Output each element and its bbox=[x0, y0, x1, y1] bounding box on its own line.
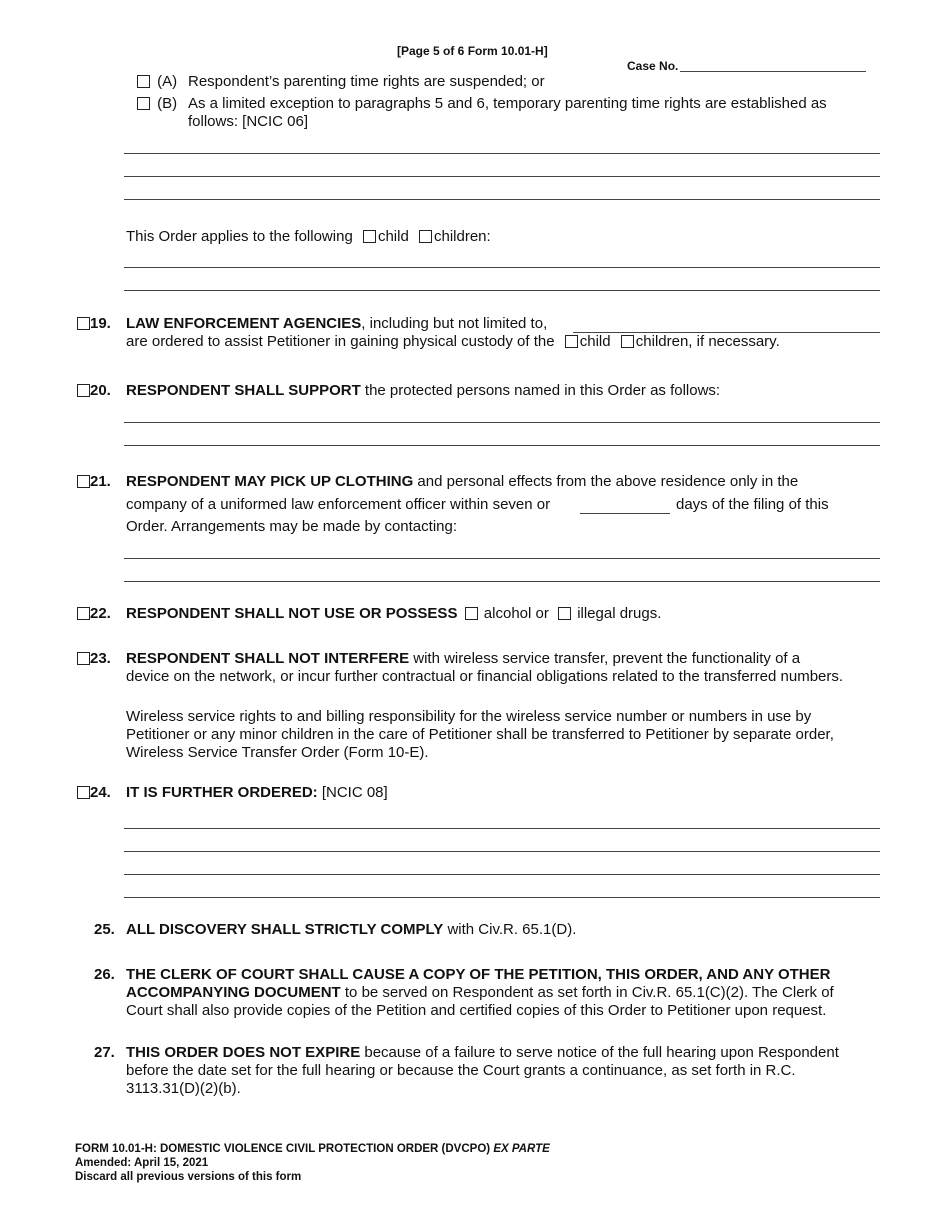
item21-line1 bbox=[126, 473, 798, 491]
item24-num: 24. bbox=[90, 784, 111, 801]
item23-text-1: with wireless service transfer, prevent the functionality of a bbox=[409, 650, 801, 667]
item19-children-checkbox[interactable] bbox=[621, 335, 634, 348]
alcohol-label: alcohol or bbox=[483, 605, 549, 622]
item21-text-3: Order. Arrangements may be made by contacting: bbox=[126, 518, 458, 535]
footer-form-title bbox=[75, 1142, 550, 1156]
item19-line1 bbox=[126, 315, 547, 333]
option-a-checkbox[interactable] bbox=[137, 75, 150, 88]
item21-blank-line[interactable] bbox=[124, 581, 880, 582]
applies-text: This Order applies to the following bbox=[126, 228, 353, 245]
item21-text-1: and personal effects from the above residence only in the bbox=[413, 473, 799, 490]
item22-line bbox=[126, 605, 661, 623]
option-b bbox=[137, 95, 177, 113]
item19-children-label: children, if necessary. bbox=[635, 333, 780, 350]
applies-child-checkbox[interactable] bbox=[363, 230, 376, 243]
item19-text-2: are ordered to assist Petitioner in gaining physical custody of the bbox=[126, 333, 555, 350]
item21-text-2a: company of a uniformed law enforcement officer within seven or bbox=[126, 496, 551, 513]
applies-row bbox=[126, 228, 491, 246]
item19-line2 bbox=[126, 333, 780, 351]
parenting-blank-line[interactable] bbox=[124, 199, 880, 200]
item21-text-2b: days of the filing of this bbox=[676, 496, 829, 513]
item27-text-2: before the date set for the full hearing or because the Court grants a continuance, as set forth in R.C. bbox=[126, 1062, 796, 1079]
item20-blank-line[interactable] bbox=[124, 445, 880, 446]
item23-num: 23. bbox=[90, 650, 111, 667]
item23-checkbox[interactable] bbox=[77, 652, 90, 665]
item23-text-2: device on the network, or incur further contractual or financial obligations related to the transferred numbers. bbox=[126, 668, 844, 685]
item19-number bbox=[77, 315, 111, 333]
item26-text-3: Court shall also provide copies of the Petition and certified copies of this Order to Petitioner upon request. bbox=[126, 1002, 827, 1019]
item20-num: 20. bbox=[90, 382, 111, 399]
item22-number bbox=[77, 605, 111, 623]
item25-text: with Civ.R. 65.1(D). bbox=[443, 921, 577, 938]
item27-num: 27. bbox=[94, 1044, 115, 1061]
item27-title: THIS ORDER DOES NOT EXPIRE bbox=[126, 1044, 361, 1061]
item26-line2 bbox=[126, 984, 834, 1002]
applies-children-checkbox[interactable] bbox=[419, 230, 432, 243]
option-a-text: Respondent’s parenting time rights are suspended; or bbox=[188, 73, 545, 90]
item23-number bbox=[77, 650, 111, 668]
item19-checkbox[interactable] bbox=[77, 317, 90, 330]
item21-days-field[interactable] bbox=[580, 513, 670, 514]
item27-line1 bbox=[126, 1044, 839, 1062]
option-b-text-2: follows: [NCIC 06] bbox=[188, 113, 309, 130]
item19-child-checkbox[interactable] bbox=[565, 335, 578, 348]
option-b-label: (B) bbox=[157, 95, 178, 112]
item24-blank-line[interactable] bbox=[124, 897, 880, 898]
parenting-blank-line[interactable] bbox=[124, 176, 880, 177]
item22-checkbox[interactable] bbox=[77, 607, 90, 620]
case-no-field[interactable] bbox=[680, 71, 866, 72]
item23-para-3: Wireless Service Transfer Order (Form 10-E). bbox=[126, 744, 429, 761]
item23-para-2: Petitioner or any minor children in the care of Petitioner shall be transferred to Petitioner by separate order, bbox=[126, 726, 834, 743]
footer-amended: Amended: April 15, 2021 bbox=[75, 1157, 209, 1169]
footer-title-italic: EX PARTE bbox=[493, 1143, 550, 1155]
item20-number bbox=[77, 382, 111, 400]
item24-blank-line[interactable] bbox=[124, 851, 880, 852]
item20-line bbox=[126, 382, 720, 400]
item20-blank-line[interactable] bbox=[124, 422, 880, 423]
item24-checkbox[interactable] bbox=[77, 786, 90, 799]
item23-title: RESPONDENT SHALL NOT INTERFERE bbox=[126, 650, 410, 667]
applies-children-label: children: bbox=[433, 228, 491, 245]
drugs-label: illegal drugs. bbox=[577, 605, 662, 622]
option-a bbox=[137, 73, 177, 91]
item26-title-1: THE CLERK OF COURT SHALL CAUSE A COPY OF THE PETITION, THIS ORDER, AND ANY OTHER bbox=[126, 966, 831, 983]
applies-child-label: child bbox=[377, 228, 409, 245]
option-b-text-1: As a limited exception to paragraphs 5 and 6, temporary parenting time rights are established as bbox=[188, 95, 827, 112]
item22-num: 22. bbox=[90, 605, 111, 622]
item25-num: 25. bbox=[94, 921, 115, 938]
item19-title: LAW ENFORCEMENT AGENCIES bbox=[126, 315, 362, 332]
item21-title: RESPONDENT MAY PICK UP CLOTHING bbox=[126, 473, 414, 490]
children-blank-line[interactable] bbox=[124, 290, 880, 291]
item20-title: RESPONDENT SHALL SUPPORT bbox=[126, 382, 361, 399]
page-label: [Page 5 of 6 Form 10.01-H] bbox=[397, 44, 548, 58]
option-b-checkbox[interactable] bbox=[137, 97, 150, 110]
item24-blank-line[interactable] bbox=[124, 874, 880, 875]
case-no-label: Case No. bbox=[627, 59, 679, 73]
children-blank-line[interactable] bbox=[124, 267, 880, 268]
item26-title-2: ACCOMPANYING DOCUMENT bbox=[126, 984, 341, 1001]
item22-title: RESPONDENT SHALL NOT USE OR POSSESS bbox=[126, 605, 458, 622]
item27-text-3: 3113.31(D)(2)(b). bbox=[126, 1080, 241, 1097]
item20-checkbox[interactable] bbox=[77, 384, 90, 397]
item21-num: 21. bbox=[90, 473, 111, 490]
item25-line bbox=[126, 921, 576, 939]
alcohol-checkbox[interactable] bbox=[465, 607, 478, 620]
item21-checkbox[interactable] bbox=[77, 475, 90, 488]
item24-text: [NCIC 08] bbox=[317, 784, 388, 801]
item23-line1 bbox=[126, 650, 800, 668]
parenting-blank-line[interactable] bbox=[124, 153, 880, 154]
item24-blank-line[interactable] bbox=[124, 828, 880, 829]
item26-num: 26. bbox=[94, 966, 115, 983]
item23-para-1: Wireless service rights to and billing responsibility for the wireless service number or numbers in use by bbox=[126, 708, 812, 725]
item21-number bbox=[77, 473, 111, 491]
item19-text-1: , including but not limited to, bbox=[361, 315, 548, 332]
item21-blank-line[interactable] bbox=[124, 558, 880, 559]
item27-text-1: because of a failure to serve notice of the full hearing upon Respondent bbox=[360, 1044, 839, 1061]
footer-title-text: FORM 10.01-H: DOMESTIC VIOLENCE CIVIL PROTECTION ORDER (DVCPO) bbox=[75, 1143, 491, 1155]
drugs-checkbox[interactable] bbox=[558, 607, 571, 620]
item24-title: IT IS FURTHER ORDERED: bbox=[126, 784, 318, 801]
item19-child-label: child bbox=[579, 333, 611, 350]
item20-text: the protected persons named in this Order as follows: bbox=[360, 382, 721, 399]
item24-line bbox=[126, 784, 388, 802]
footer-discard: Discard all previous versions of this form bbox=[75, 1171, 302, 1183]
item24-number bbox=[77, 784, 111, 802]
item25-title: ALL DISCOVERY SHALL STRICTLY COMPLY bbox=[126, 921, 444, 938]
option-a-label: (A) bbox=[157, 73, 178, 90]
item26-text-2: to be served on Respondent as set forth in Civ.R. 65.1(C)(2). The Clerk of bbox=[340, 984, 834, 1001]
item19-num: 19. bbox=[90, 315, 111, 332]
